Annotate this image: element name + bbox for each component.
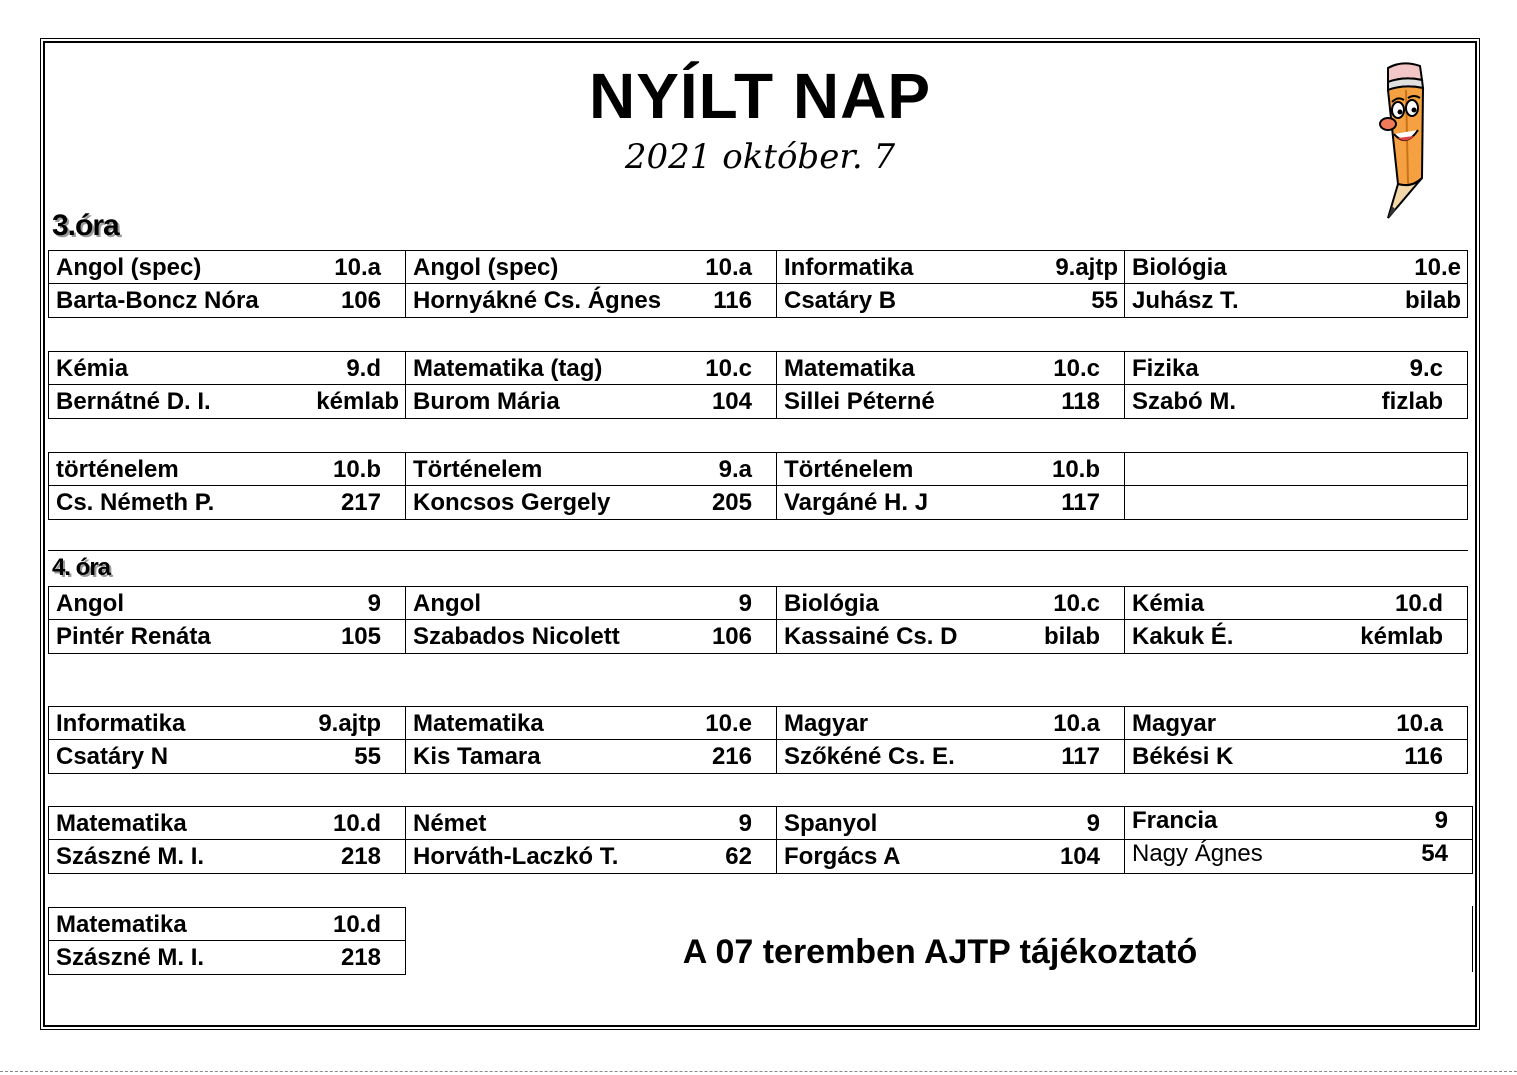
- room: 104: [711, 388, 752, 415]
- subject: Magyar: [1132, 710, 1217, 737]
- room: 118: [1061, 388, 1100, 415]
- subject: Történelem: [784, 456, 914, 483]
- schedule-cell: [406, 453, 777, 519]
- event-date: 2021 október. 7: [624, 137, 896, 177]
- subject: Angol (spec): [413, 254, 559, 281]
- room: 106: [340, 287, 381, 314]
- schedule-cell-empty: [1125, 453, 1467, 519]
- room: 205: [711, 489, 752, 516]
- schedule-block: [48, 250, 1468, 318]
- class: 9.c: [1409, 355, 1443, 382]
- class: 10.a: [1053, 710, 1100, 737]
- room: 216: [711, 743, 752, 770]
- teacher: Kassainé Cs. D: [784, 623, 958, 650]
- page-title: NYÍLT NAP: [588, 60, 932, 132]
- teacher: Koncsos Gergely: [413, 489, 611, 516]
- page-bottom-edge: [0, 1071, 1517, 1072]
- class: 10.c: [705, 355, 752, 382]
- teacher: Szászné M. I.: [56, 944, 205, 971]
- subject: Matematika: [56, 810, 187, 837]
- class: 9.ajtp: [318, 710, 381, 737]
- class: 9.d: [346, 355, 381, 382]
- room: 117: [1061, 489, 1100, 516]
- teacher: Barta-Boncz Nóra: [56, 287, 259, 314]
- class: 9: [1434, 807, 1448, 834]
- note-border-line: [1472, 906, 1473, 972]
- room: kémlab: [316, 388, 399, 415]
- section-heading-3-ora: 3.óra: [52, 209, 119, 242]
- schedule-cell: [406, 587, 777, 653]
- teacher: Kakuk É.: [1132, 623, 1234, 650]
- page-frame-inner: [43, 41, 1477, 1027]
- class: 10.c: [1053, 590, 1100, 617]
- class: 10.e: [705, 710, 752, 737]
- subject: Biológia: [1132, 254, 1227, 281]
- subject: Biológia: [784, 590, 879, 617]
- info-note: A 07 teremben AJTP tájékoztató: [682, 933, 1198, 971]
- class: 10.a: [1396, 710, 1443, 737]
- pencil-mascot-icon: [1368, 58, 1438, 224]
- teacher: Cs. Németh P.: [56, 489, 215, 516]
- subject: Angol: [56, 590, 124, 617]
- teacher: Szőkéné Cs. E.: [784, 743, 955, 770]
- schedule-block: [48, 907, 406, 975]
- subject: Informatika: [56, 710, 186, 737]
- schedule-block: [48, 806, 1473, 874]
- room: 55: [1091, 287, 1118, 314]
- room: 217: [340, 489, 381, 516]
- teacher: Burom Mária: [413, 388, 560, 415]
- room: 218: [340, 843, 381, 870]
- teacher: Pintér Renáta: [56, 623, 211, 650]
- room: 62: [725, 843, 752, 870]
- schedule-cell: [777, 251, 1125, 317]
- teacher: Hornyákné Cs. Ágnes: [413, 287, 662, 314]
- class: 10.d: [332, 911, 381, 938]
- subject: Informatika: [784, 254, 914, 281]
- class: 10.b: [1051, 456, 1100, 483]
- subject: Angol: [413, 590, 481, 617]
- teacher: Csatáry N: [56, 743, 169, 770]
- class: 10.a: [334, 254, 381, 281]
- subject: Matematika: [56, 911, 187, 938]
- room: 105: [340, 623, 381, 650]
- room: 218: [340, 944, 381, 971]
- class: 10.b: [332, 456, 381, 483]
- teacher: Horváth-Laczkó T.: [413, 843, 619, 870]
- schedule-cell: [49, 807, 406, 873]
- room: kémlab: [1360, 623, 1443, 650]
- subject: Matematika: [784, 355, 915, 382]
- schedule-block: [48, 452, 1468, 520]
- class: 10.e: [1414, 254, 1461, 281]
- schedule-cell: [1125, 352, 1467, 418]
- room: 116: [1404, 743, 1443, 770]
- class: 9.ajtp: [1055, 254, 1118, 281]
- schedule-cell: [49, 352, 406, 418]
- subject: Történelem: [413, 456, 543, 483]
- subject: Kémia: [56, 355, 129, 382]
- class: 10.c: [1053, 355, 1100, 382]
- schedule-cell: [1125, 251, 1467, 317]
- room: 104: [1059, 843, 1100, 870]
- teacher: Szabó M.: [1132, 388, 1237, 415]
- subject: Matematika (tag): [413, 355, 603, 382]
- teacher: Juhász T.: [1132, 287, 1239, 314]
- subject: Kémia: [1132, 590, 1205, 617]
- schedule-block: [48, 706, 1468, 774]
- schedule-cell: [406, 807, 777, 873]
- schedule-cell: [777, 587, 1125, 653]
- schedule-cell: [49, 908, 405, 974]
- room: 54: [1421, 840, 1448, 867]
- subject: Fizika: [1132, 355, 1199, 382]
- schedule-block: [48, 351, 1468, 419]
- schedule-cell: [1125, 587, 1467, 653]
- schedule-cell: [777, 453, 1125, 519]
- room: bilab: [1043, 623, 1100, 650]
- subject: Magyar: [784, 710, 869, 737]
- subject: Német: [413, 810, 487, 837]
- room: 117: [1061, 743, 1100, 770]
- teacher: Nagy Ágnes: [1132, 840, 1263, 867]
- class: 9: [367, 590, 381, 617]
- room: 116: [713, 287, 752, 314]
- class: 9.a: [718, 456, 752, 483]
- teacher: Csatáry B: [784, 287, 897, 314]
- subject: Angol (spec): [56, 254, 202, 281]
- subject: Matematika: [413, 710, 544, 737]
- teacher: Forgács A: [784, 843, 901, 870]
- class: 9: [738, 590, 752, 617]
- class: 10.d: [332, 810, 381, 837]
- schedule-cell: [777, 707, 1125, 773]
- class: 10.a: [705, 254, 752, 281]
- teacher: Szabados Nicolett: [413, 623, 620, 650]
- room: bilab: [1404, 287, 1461, 314]
- class: 9: [1086, 810, 1100, 837]
- teacher: Bernátné D. I.: [56, 388, 211, 415]
- section-divider: [48, 550, 1468, 551]
- schedule-cell: [777, 807, 1125, 873]
- teacher: Békési K: [1132, 743, 1234, 770]
- schedule-cell: [777, 352, 1125, 418]
- schedule-cell: [406, 251, 777, 317]
- subject: Spanyol: [784, 810, 878, 837]
- subject: Francia: [1132, 807, 1218, 834]
- section-heading-4-ora: 4. óra: [52, 554, 111, 581]
- class: 10.d: [1394, 590, 1443, 617]
- schedule-cell: [49, 251, 406, 317]
- schedule-cell: [1125, 707, 1467, 773]
- room: fizlab: [1381, 388, 1443, 415]
- schedule-block: [48, 586, 1468, 654]
- teacher: Kis Tamara: [413, 743, 541, 770]
- schedule-cell: [406, 707, 777, 773]
- teacher: Vargáné H. J: [784, 489, 929, 516]
- room: 106: [711, 623, 752, 650]
- schedule-cell: [49, 587, 406, 653]
- schedule-cell: [49, 453, 406, 519]
- room: 55: [354, 743, 381, 770]
- schedule-cell: [406, 352, 777, 418]
- subject: történelem: [56, 456, 179, 483]
- schedule-cell: [1125, 807, 1472, 873]
- class: 9: [738, 810, 752, 837]
- schedule-cell: [49, 707, 406, 773]
- teacher: Sillei Péterné: [784, 388, 935, 415]
- teacher: Szászné M. I.: [56, 843, 205, 870]
